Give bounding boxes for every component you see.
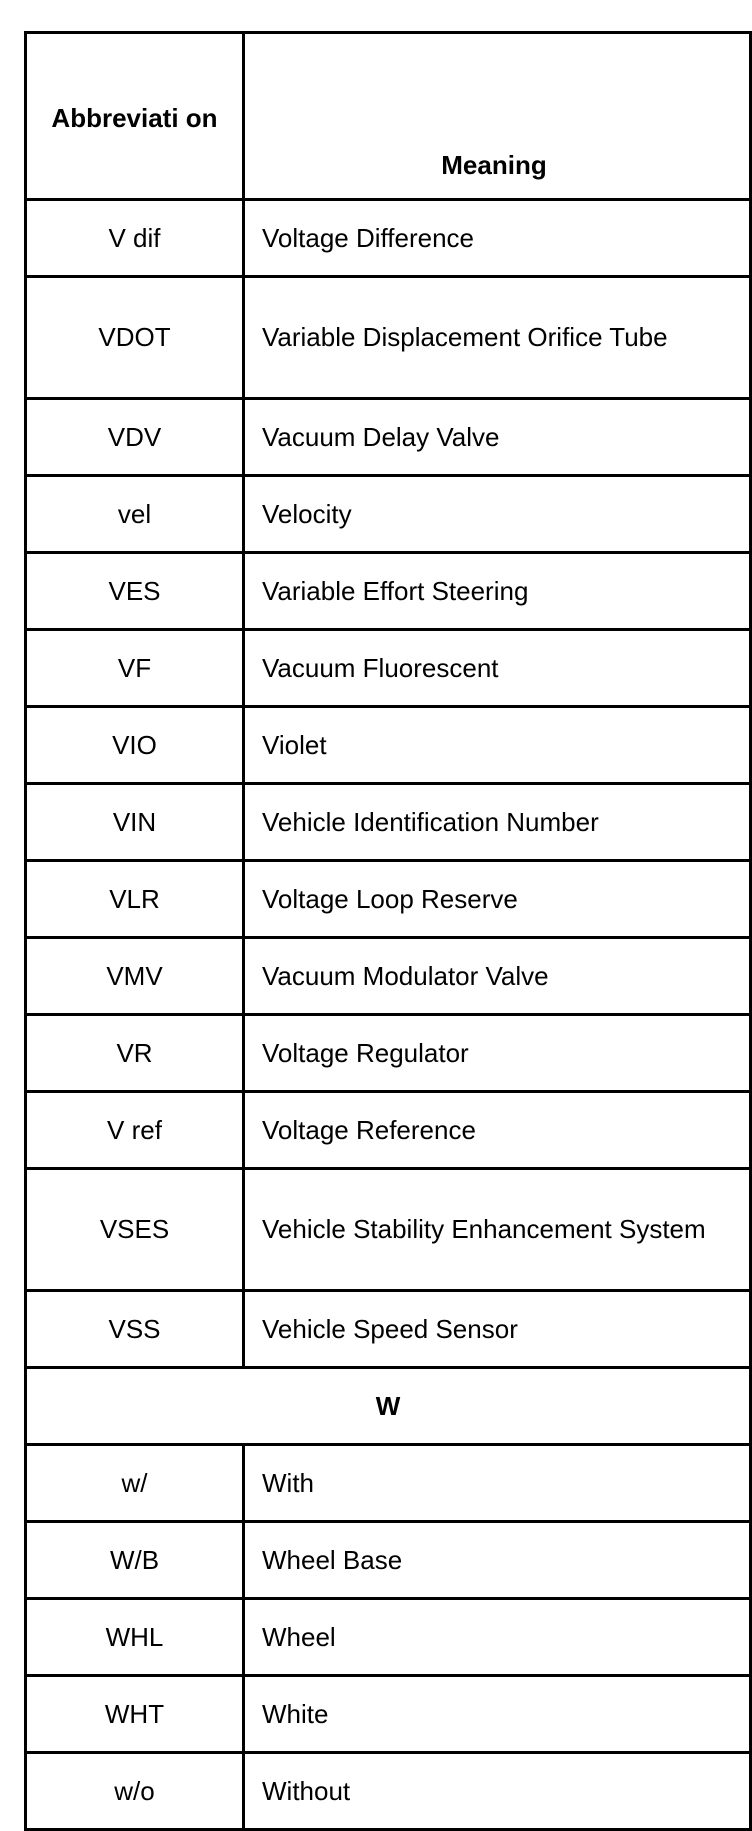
abbreviation-cell: VIO — [26, 707, 244, 784]
table-row — [26, 1599, 751, 1676]
table-header-row — [26, 33, 751, 200]
meaning-cell: Vacuum Modulator Valve — [244, 938, 751, 1015]
meaning-cell: Vacuum Delay Valve — [244, 399, 751, 476]
abbreviation-cell: WHL — [26, 1599, 244, 1676]
table-row — [26, 630, 751, 707]
abbreviation-cell: VDOT — [26, 277, 244, 399]
meaning-cell: Variable Displacement Orifice Tube — [244, 277, 751, 399]
meaning-cell: Voltage Difference — [244, 200, 751, 277]
header-abbreviation: Abbreviati on — [26, 33, 244, 200]
table-row — [26, 1753, 751, 1830]
abbreviation-cell: VSS — [26, 1291, 244, 1368]
meaning-cell: Vehicle Identification Number — [244, 784, 751, 861]
abbreviations-table — [24, 31, 752, 1831]
abbreviation-cell: V dif — [26, 200, 244, 277]
meaning-cell: White — [244, 1676, 751, 1753]
abbreviation-cell: w/ — [26, 1445, 244, 1522]
table-row — [26, 476, 751, 553]
header-meaning: Meaning — [244, 33, 751, 200]
abbreviation-cell: VLR — [26, 861, 244, 938]
section-header-row — [26, 1368, 751, 1445]
meaning-cell: Vehicle Speed Sensor — [244, 1291, 751, 1368]
table-row — [26, 200, 751, 277]
table-row — [26, 1015, 751, 1092]
meaning-cell: With — [244, 1445, 751, 1522]
meaning-cell: Wheel Base — [244, 1522, 751, 1599]
abbreviation-cell: VIN — [26, 784, 244, 861]
meaning-cell: Voltage Reference — [244, 1092, 751, 1169]
table-row — [26, 399, 751, 476]
meaning-cell: Velocity — [244, 476, 751, 553]
table-row — [26, 707, 751, 784]
meaning-cell: Violet — [244, 707, 751, 784]
abbreviation-cell: VDV — [26, 399, 244, 476]
table-row — [26, 1092, 751, 1169]
table-row — [26, 1522, 751, 1599]
table-row — [26, 277, 751, 399]
table-row — [26, 553, 751, 630]
table-row — [26, 938, 751, 1015]
abbreviation-cell: WHT — [26, 1676, 244, 1753]
abbreviation-cell: VMV — [26, 938, 244, 1015]
meaning-cell: Voltage Loop Reserve — [244, 861, 751, 938]
meaning-cell: Wheel — [244, 1599, 751, 1676]
meaning-cell: Voltage Regulator — [244, 1015, 751, 1092]
meaning-cell: Without — [244, 1753, 751, 1830]
table-row — [26, 1676, 751, 1753]
abbreviation-cell: VSES — [26, 1169, 244, 1291]
abbreviation-cell: w/o — [26, 1753, 244, 1830]
abbreviation-cell: VF — [26, 630, 244, 707]
meaning-cell: Variable Effort Steering — [244, 553, 751, 630]
table-row — [26, 784, 751, 861]
meaning-cell: Vehicle Stability Enhancement System — [244, 1169, 751, 1291]
table-row — [26, 1445, 751, 1522]
abbreviation-cell: VES — [26, 553, 244, 630]
table-row — [26, 861, 751, 938]
table-row — [26, 1169, 751, 1291]
abbreviation-cell: W/B — [26, 1522, 244, 1599]
abbreviation-cell: V ref — [26, 1092, 244, 1169]
meaning-cell: Vacuum Fluorescent — [244, 630, 751, 707]
table-row — [26, 1291, 751, 1368]
section-letter: W — [26, 1368, 751, 1445]
abbreviation-cell: VR — [26, 1015, 244, 1092]
abbreviation-cell: vel — [26, 476, 244, 553]
